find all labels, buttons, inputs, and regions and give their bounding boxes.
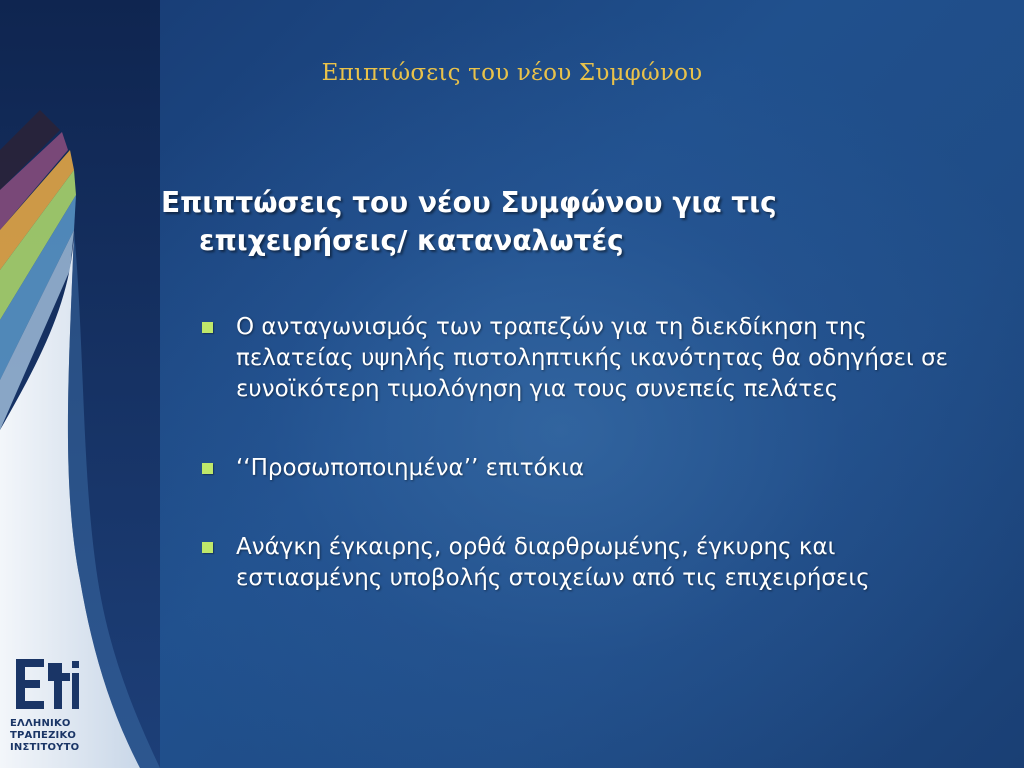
logo-text <box>10 718 90 754</box>
logo <box>8 655 88 760</box>
square-bullet-icon <box>202 463 213 474</box>
logo-text-line-2: ΤΡΑΠΕΖΙΚΟ <box>10 730 77 741</box>
slide-title: Επιπτώσεις του νέου Συμφώνου <box>321 60 703 86</box>
decorative-left-panel <box>0 0 160 768</box>
logo-text-line-1: ΕΛΛΗΝΙΚΟ <box>10 718 71 729</box>
heading-line-2: επιχειρήσεις/ καταναλωτές <box>199 224 624 257</box>
list-item <box>196 453 956 484</box>
bullet-text: Ο ανταγωνισμός των τραπεζών για τη διεκδίκηση της πελατείας υψηλής πιστοληπτικής ικανότητας θα οδηγήσει σε ευνοϊκότερη τιμολόγηση για τους συνεπείς πελάτες <box>236 314 949 402</box>
bullet-text: Ανάγκη έγκαιρης, ορθά διαρθρωμένης, έγκυρης και εστιασμένης υποβολής στοιχείων από τις επιχειρήσεις <box>236 534 870 591</box>
list-item <box>196 312 956 405</box>
logo-text-line-3: ΙΝΣΤΙΤΟΥΤΟ <box>10 742 80 753</box>
square-bullet-icon <box>202 542 213 553</box>
bullet-text: ‘‘Προσωποποιημένα’’ επιτόκια <box>236 455 585 481</box>
eti-logo-mark <box>14 655 80 713</box>
heading-line-1: Επιπτώσεις του νέου Συμφώνου για τις <box>161 186 777 219</box>
bullet-list <box>196 312 956 594</box>
list-item <box>196 532 956 594</box>
section-heading <box>161 184 941 260</box>
square-bullet-icon <box>202 322 213 333</box>
